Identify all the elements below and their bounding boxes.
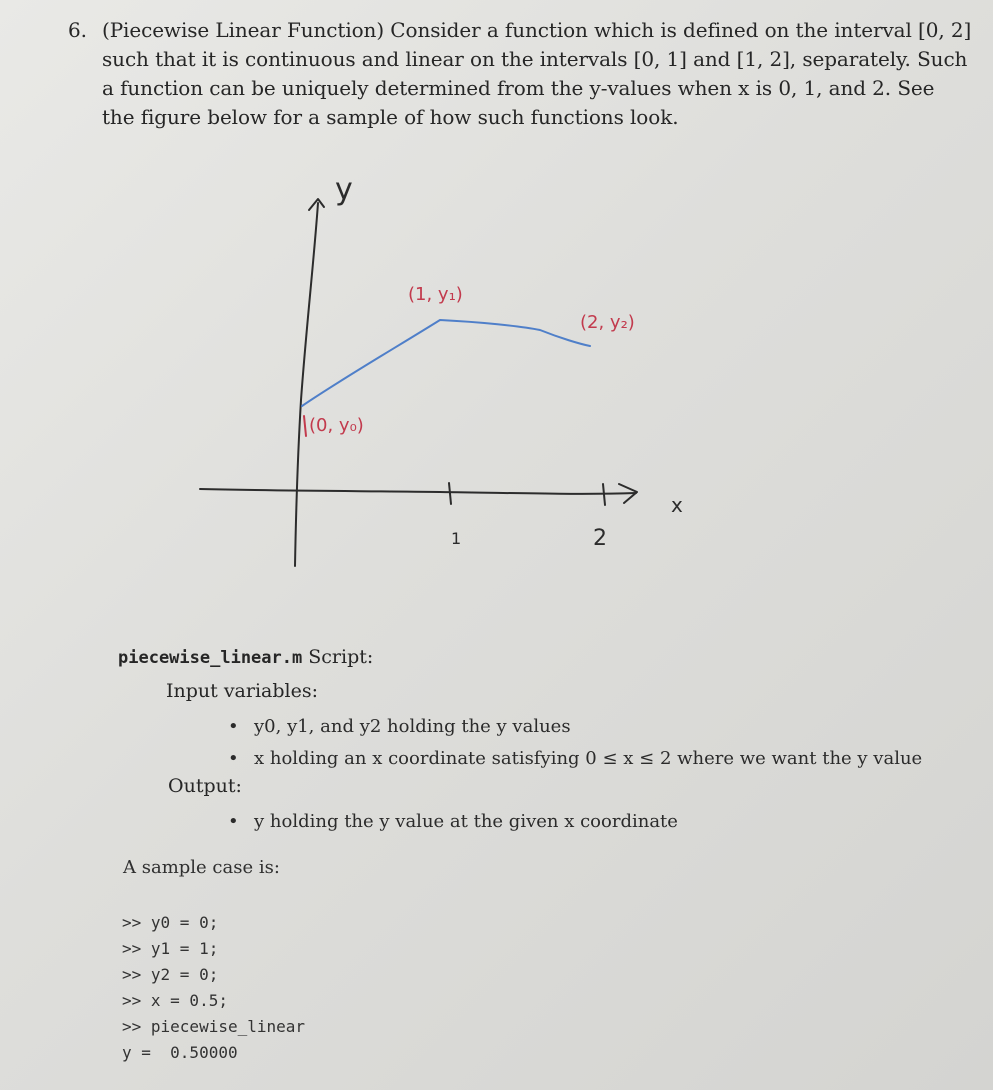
tick-2 — [603, 484, 605, 505]
problem-number: 6. — [68, 18, 87, 42]
problem-text-line: a function can be uniquely determined from the y-values when x is 0, 1, and 2. See — [102, 76, 935, 100]
input-item-text: y0, y1, and y2 holding the y values — [254, 716, 571, 737]
code-line: >> y0 = 0; — [122, 913, 219, 932]
bullet-dot: • — [228, 716, 239, 737]
input-item-text: x holding an x coordinate satisfying 0 ≤ x ≤ 2 where we want the y value — [254, 748, 923, 769]
y-axis-label: y — [335, 172, 353, 207]
code-line: >> piecewise_linear — [122, 1017, 306, 1036]
script-title — [118, 646, 373, 668]
input-item-1 — [228, 716, 571, 737]
point-2-label: (2, y₂) — [580, 312, 635, 333]
point-1-label: (1, y₁) — [408, 284, 463, 305]
script-title-suffix: Script: — [302, 646, 374, 668]
bullet-dot: • — [228, 748, 239, 769]
code-line: >> x = 0.5; — [122, 991, 228, 1010]
x-axis — [200, 489, 636, 494]
code-line: >> y2 = 0; — [122, 965, 219, 984]
output-item-text: y holding the y value at the given x coordinate — [254, 811, 678, 832]
point-0-marker — [304, 416, 306, 436]
input-item-2 — [228, 748, 922, 769]
sample-code-block — [122, 910, 305, 1066]
point-0-label: (0, y₀) — [309, 415, 364, 436]
tick-1 — [449, 483, 451, 504]
problem-text-line: the figure below for a sample of how such functions look. — [102, 105, 679, 129]
tick-2-label: 2 — [593, 526, 607, 551]
code-output-line: y = 0.50000 — [122, 1043, 238, 1062]
output-heading: Output: — [168, 775, 242, 797]
input-heading: Input variables: — [166, 680, 318, 702]
y-axis — [295, 203, 318, 566]
piecewise-curve — [302, 320, 590, 406]
output-item-1 — [228, 811, 678, 832]
y-axis-arrowhead — [309, 199, 324, 210]
code-line: >> y1 = 1; — [122, 939, 219, 958]
problem-text-line: such that it is continuous and linear on the intervals [0, 1] and [1, 2], separately. Such — [102, 47, 968, 71]
problem-text-line: (Piecewise Linear Function) Consider a function which is defined on the interval [0, 2] — [102, 18, 972, 42]
script-filename: piecewise_linear.m — [118, 648, 303, 668]
bullet-dot: • — [228, 811, 239, 832]
sample-heading: A sample case is: — [123, 857, 280, 878]
tick-1-label: 1 — [451, 529, 462, 548]
x-axis-label: x — [671, 493, 683, 517]
